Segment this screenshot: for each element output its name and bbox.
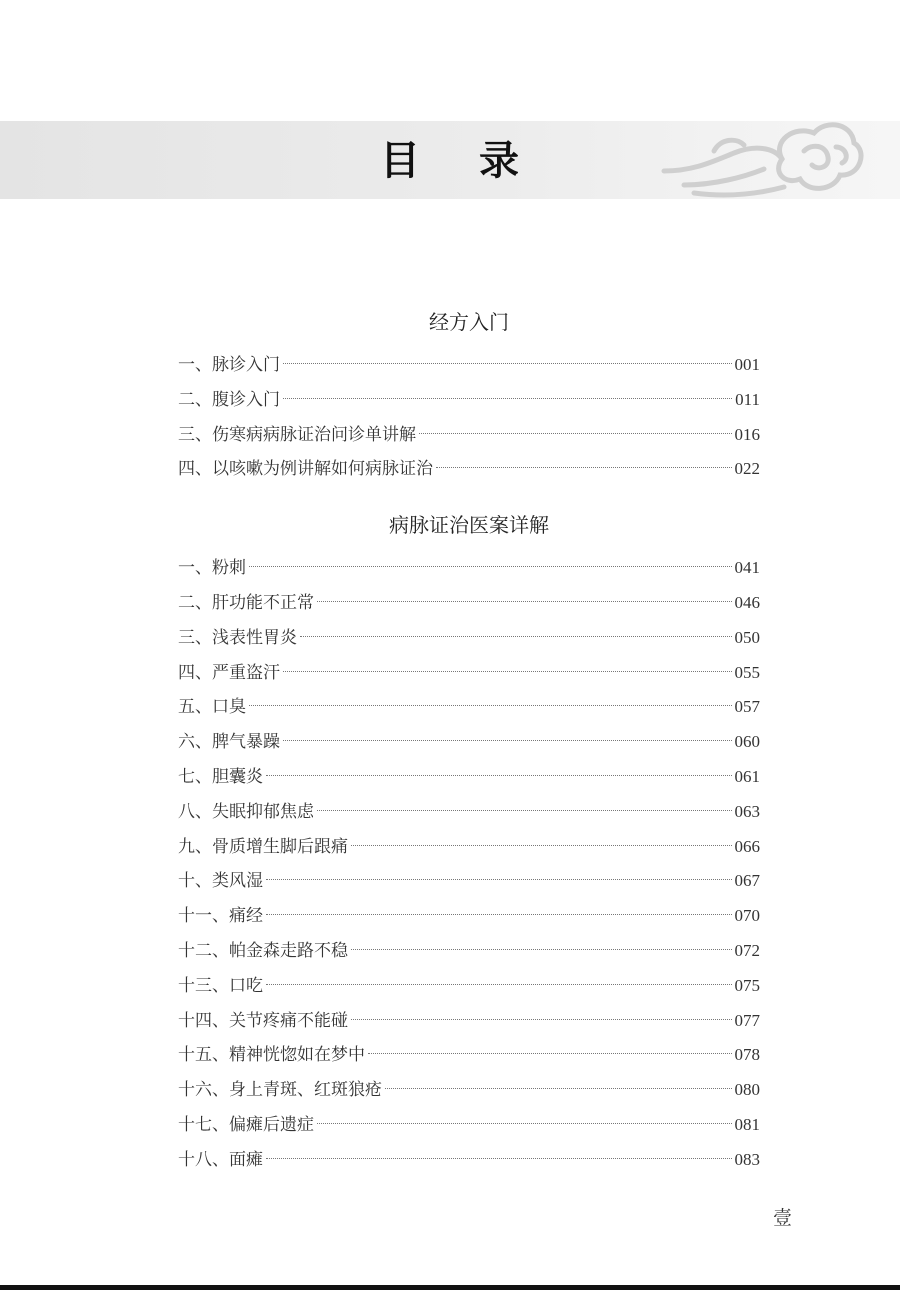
toc-entry-label: 二、肝功能不正常	[178, 592, 314, 613]
page-title-char-1: 目	[380, 138, 421, 184]
toc-entry-page-number: 061	[734, 766, 760, 786]
toc-entry[interactable]	[178, 899, 760, 934]
dot-leader	[368, 1053, 732, 1054]
toc-entry-page-number: 022	[734, 459, 760, 479]
toc-entry[interactable]	[178, 760, 760, 795]
toc-entry[interactable]	[178, 1073, 760, 1108]
dot-leader	[317, 601, 732, 602]
dot-leader	[283, 363, 732, 364]
toc-entry[interactable]	[178, 969, 760, 1004]
toc-entry-page-number: 077	[734, 1010, 760, 1030]
toc-entry-page-number: 063	[734, 801, 760, 821]
section-heading: 病脉证治医案详解	[389, 513, 549, 538]
toc-entry-label: 三、浅表性胃炎	[178, 627, 297, 648]
toc-entry-label: 五、口臭	[178, 697, 246, 718]
toc-entry-page-number: 046	[734, 592, 760, 612]
toc-entry-label: 十七、偏瘫后遗症	[178, 1114, 314, 1135]
toc-entry-page-number: 011	[735, 389, 760, 409]
toc-entry[interactable]	[178, 656, 760, 691]
toc-entry[interactable]	[178, 1108, 760, 1143]
toc-entry[interactable]	[178, 725, 760, 760]
toc-entry[interactable]	[178, 551, 760, 586]
dot-leader	[283, 398, 732, 399]
dot-leader	[300, 636, 732, 637]
toc-entry-label: 十八、面瘫	[178, 1149, 263, 1170]
toc-entry-label: 一、脉诊入门	[178, 355, 280, 375]
dot-leader	[351, 1019, 732, 1020]
dot-leader	[419, 433, 732, 434]
dot-leader	[351, 845, 732, 846]
toc-entry[interactable]	[178, 586, 760, 621]
toc-entry-page-number: 072	[734, 940, 760, 960]
toc-entry-label: 四、以咳嗽为例讲解如何病脉证治	[178, 459, 433, 480]
toc-entry-page-number: 080	[734, 1080, 760, 1100]
toc-entry-label: 十一、痛经	[178, 906, 263, 927]
toc-entry-page-number: 057	[734, 697, 760, 717]
toc-entry-label: 四、严重盗汗	[178, 662, 280, 683]
dot-leader	[249, 705, 732, 706]
toc-entry-page-number: 070	[734, 906, 760, 926]
toc-entry[interactable]	[178, 934, 760, 969]
toc-section-intro	[178, 308, 760, 487]
toc-entry-page-number: 066	[734, 836, 760, 856]
toc-entry-label: 二、腹诊入门	[178, 389, 280, 410]
toc-entry[interactable]	[178, 1004, 760, 1039]
dot-leader	[266, 775, 732, 776]
toc-entry-label: 八、失眠抑郁焦虑	[178, 801, 314, 822]
toc-entry-page-number: 067	[734, 871, 760, 891]
toc-entry[interactable]	[178, 795, 760, 830]
dot-leader	[266, 914, 732, 915]
toc-entry-label: 一、粉刺	[178, 558, 246, 579]
dot-leader	[385, 1088, 732, 1089]
dot-leader	[266, 984, 732, 985]
toc-entry-label: 三、伤寒病病脉证治问诊单讲解	[178, 424, 416, 445]
toc-entry-page-number: 055	[734, 662, 760, 682]
page-folio: 壹	[772, 1207, 792, 1229]
toc-entry-page-number: 050	[734, 627, 760, 647]
page-title	[0, 138, 900, 184]
toc-entry[interactable]	[178, 830, 760, 865]
dot-leader	[351, 949, 732, 950]
dot-leader	[266, 879, 732, 880]
toc-entry-label: 九、骨质增生脚后跟痛	[178, 836, 348, 857]
toc-entry-label: 十、类风湿	[178, 871, 263, 892]
section-heading: 经方入门	[429, 310, 509, 334]
toc-entry-page-number: 016	[734, 424, 760, 444]
toc-entry[interactable]	[178, 1143, 760, 1178]
toc-entry-page-number: 060	[734, 732, 760, 752]
toc-entry[interactable]	[178, 348, 760, 383]
toc-entry-page-number: 083	[734, 1149, 760, 1169]
toc-entry-page-number: 001	[734, 355, 760, 374]
toc-entry[interactable]	[178, 864, 760, 899]
toc-entry-label: 十三、口吃	[178, 975, 263, 996]
toc-entry-label: 十五、精神恍惚如在梦中	[178, 1045, 365, 1066]
toc-entry[interactable]	[178, 452, 760, 487]
toc-entry-label: 六、脾气暴躁	[178, 732, 280, 753]
toc-entry-page-number: 075	[734, 975, 760, 995]
toc-entry-label: 十六、身上青斑、红斑狼疮	[178, 1080, 382, 1101]
dot-leader	[266, 1158, 732, 1159]
toc-entry[interactable]	[178, 690, 760, 725]
toc-entry-page-number: 078	[734, 1045, 760, 1065]
bottom-rule	[0, 1285, 900, 1290]
toc-entry-label: 十二、帕金森走路不稳	[178, 940, 348, 961]
dot-leader	[436, 467, 732, 468]
toc-entry[interactable]	[178, 1038, 760, 1073]
page-title-char-2: 录	[479, 138, 520, 184]
toc-entry[interactable]	[178, 621, 760, 656]
dot-leader	[283, 740, 732, 741]
dot-leader	[249, 566, 732, 567]
dot-leader	[317, 1123, 732, 1124]
dot-leader	[283, 671, 732, 672]
dot-leader	[317, 810, 732, 811]
toc-entry-label: 十四、关节疼痛不能碰	[178, 1010, 348, 1031]
table-of-contents	[178, 308, 760, 1178]
toc-entry-label: 七、胆囊炎	[178, 766, 263, 787]
toc-entry[interactable]	[178, 418, 760, 453]
toc-entry-page-number: 081	[734, 1114, 760, 1134]
toc-section-cases	[178, 511, 760, 1177]
toc-entry-page-number: 041	[734, 558, 760, 578]
toc-entry[interactable]	[178, 383, 760, 418]
